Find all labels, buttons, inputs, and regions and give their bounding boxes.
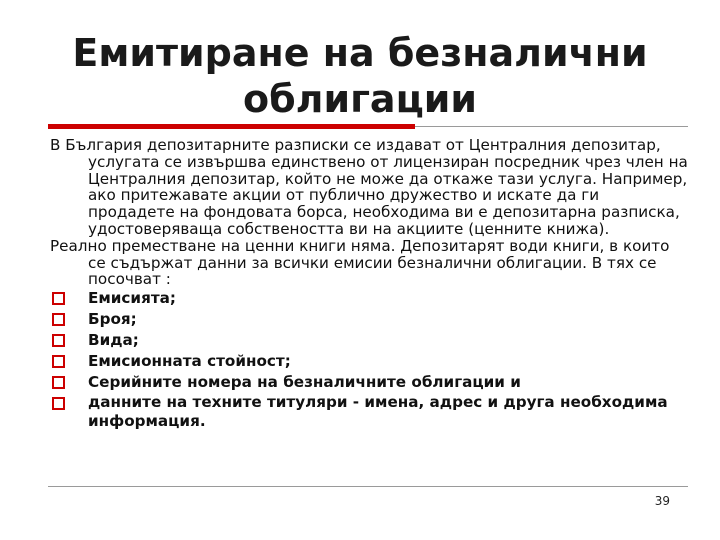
list-item-text: Вида;: [88, 331, 139, 350]
hollow-square-icon: [52, 313, 65, 326]
footer-line: [48, 486, 688, 487]
paragraph-book-entry: Реално преместване на ценни книги няма. Депозитарят води книги, в които се съдържат данни за всички емисии безналични облигации. В тях се посочват :: [50, 236, 670, 289]
hollow-square-icon: [52, 292, 65, 305]
list-item-text: Емисионната стойност;: [88, 352, 291, 371]
list-item: [50, 372, 690, 393]
list-item-text: Броя;: [88, 310, 137, 329]
slide-body: [50, 137, 690, 431]
hollow-square-icon: [52, 397, 65, 410]
list-item-text: Серийните номера на безналичните облигации и: [88, 373, 521, 392]
hollow-square-icon: [52, 376, 65, 389]
list-item: [50, 288, 690, 309]
hollow-square-icon: [52, 334, 65, 347]
list-item: [50, 309, 690, 330]
divider-line: [415, 126, 688, 127]
title-underline: [48, 124, 688, 129]
list-item-text: данните на техните титуляри - имена, адрес и друга необходима информация.: [88, 393, 668, 431]
list-item-text: Емисията;: [88, 289, 176, 308]
slide-title: Емитиране на безналични облигации: [72, 31, 648, 121]
list-item: [50, 393, 690, 431]
page-number: 39: [654, 494, 670, 508]
accent-bar: [48, 124, 415, 129]
list-item: [50, 351, 690, 372]
bullet-list: [50, 288, 690, 431]
paragraph-depositary-receipts: В България депозитарните разписки се издават от Централния депозитар, услугата се извършва единствено от лицензиран посредник чрез член на Централния депозитар, който не може да откаже тази услуга. Например, ако притежавате акции от публично дружество и искате да ги продадете на фондовата борса, необходима ви е депозитарна разписка, удостоверяваща собствеността ви на акциите (ценните книжа).: [50, 136, 688, 238]
list-item: [50, 330, 690, 351]
hollow-square-icon: [52, 355, 65, 368]
